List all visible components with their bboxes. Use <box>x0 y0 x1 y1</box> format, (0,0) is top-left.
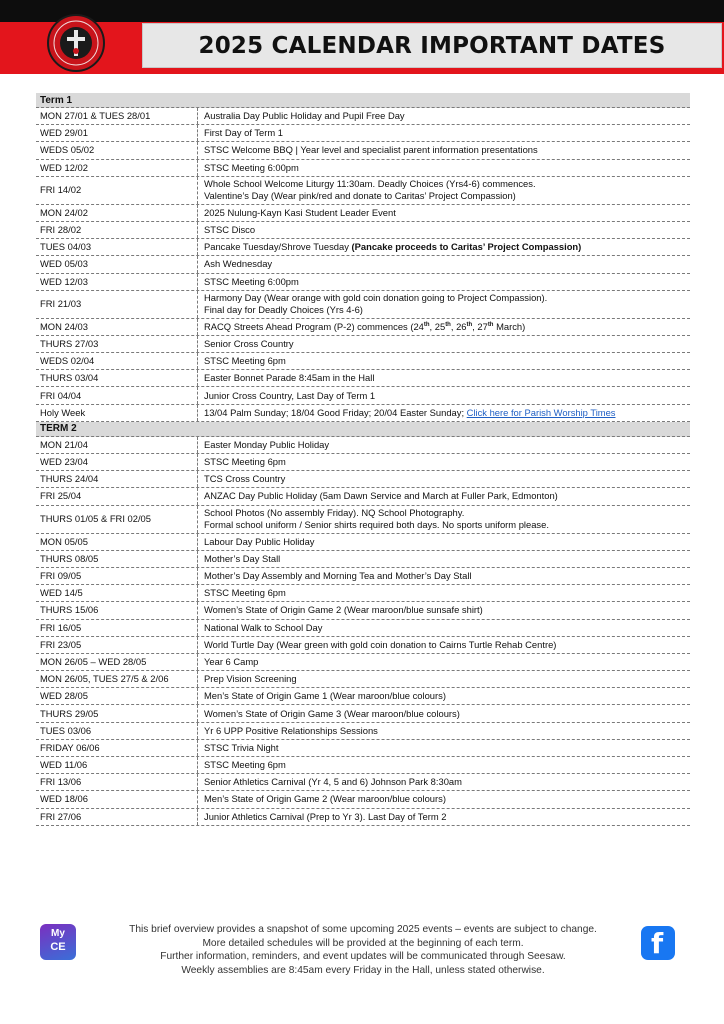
event-cell <box>198 437 690 453</box>
event-cell <box>198 387 690 403</box>
date-cell <box>36 688 198 704</box>
date-cell <box>36 256 198 272</box>
event-description <box>204 708 690 720</box>
event-cell <box>198 705 690 721</box>
event-date: FRI 23/05 <box>40 638 82 650</box>
event-description <box>204 793 690 805</box>
event-date: Holy Week <box>40 406 86 418</box>
event-text: Formal school uniform / Senior shirts required both days. No sports uniform please. <box>204 519 549 531</box>
event-date: FRI 14/02 <box>40 184 82 196</box>
date-cell <box>36 723 198 739</box>
event-description <box>204 570 690 582</box>
event-cell <box>198 177 690 204</box>
event-description <box>204 456 690 468</box>
table-row <box>36 239 690 256</box>
header-black-band <box>0 0 724 22</box>
event-description <box>204 507 690 519</box>
event-cell <box>198 654 690 670</box>
date-cell <box>36 671 198 687</box>
page-title: 2025 CALENDAR IMPORTANT DATES <box>198 32 666 59</box>
table-row <box>36 370 690 387</box>
event-description <box>204 519 690 531</box>
date-cell <box>36 160 198 176</box>
event-description <box>204 690 690 702</box>
table-row <box>36 454 690 471</box>
table-row <box>36 568 690 585</box>
event-cell <box>198 274 690 290</box>
event-date: WEDS 02/04 <box>40 355 95 367</box>
event-date: WED 29/01 <box>40 127 88 139</box>
table-row <box>36 488 690 505</box>
event-date: MON 27/01 & TUES 28/01 <box>40 110 151 122</box>
date-cell <box>36 740 198 756</box>
table-row <box>36 506 690 534</box>
event-text: STSC Meeting 6:00pm <box>204 275 299 287</box>
footer-note <box>90 923 636 977</box>
date-cell <box>36 454 198 470</box>
date-cell <box>36 757 198 773</box>
date-cell <box>36 791 198 807</box>
event-date: FRI 09/05 <box>40 570 82 582</box>
table-row <box>36 405 690 422</box>
event-text: Whole School Welcome Liturgy 11:30am. Deadly Choices (Yrs4-6) commences. <box>204 178 536 190</box>
event-cell <box>198 222 690 238</box>
event-cell <box>198 637 690 653</box>
facebook-icon[interactable] <box>641 926 675 960</box>
event-cell <box>198 506 690 533</box>
date-cell <box>36 336 198 352</box>
date-cell <box>36 291 198 318</box>
date-cell <box>36 809 198 825</box>
event-cell <box>198 602 690 618</box>
facebook-glyph: f <box>651 927 664 960</box>
table-row <box>36 620 690 637</box>
event-text: STSC Trivia Night <box>204 741 279 753</box>
event-cell <box>198 454 690 470</box>
table-row <box>36 705 690 722</box>
event-date: FRI 04/04 <box>40 389 82 401</box>
event-date: MON 24/03 <box>40 320 88 332</box>
date-cell <box>36 437 198 453</box>
table-row <box>36 108 690 125</box>
date-cell <box>36 205 198 221</box>
event-description <box>204 553 690 565</box>
event-text: Women’s State of Origin Game 2 (Wear maroon/blue sunsafe shirt) <box>204 604 483 616</box>
event-cell <box>198 142 690 158</box>
event-cell <box>198 568 690 584</box>
event-date: TUES 03/06 <box>40 724 92 736</box>
date-cell <box>36 585 198 601</box>
event-description <box>204 144 690 156</box>
event-text: Easter Bonnet Parade 8:45am in the Hall <box>204 372 375 384</box>
table-row <box>36 177 690 205</box>
event-date: THURS 08/05 <box>40 552 99 564</box>
event-description <box>204 673 690 685</box>
table-row <box>36 637 690 654</box>
event-description <box>204 338 690 350</box>
event-description <box>204 587 690 599</box>
event-text: Ash Wednesday <box>204 258 273 270</box>
event-text: Pancake Tuesday/Shrove Tuesday <box>204 241 352 253</box>
event-description <box>204 190 690 202</box>
event-text: National Walk to School Day <box>204 621 323 633</box>
event-description <box>204 258 690 270</box>
event-text: Labour Day Public Holiday <box>204 535 315 547</box>
event-date: FRI 21/03 <box>40 298 82 310</box>
date-cell <box>36 637 198 653</box>
event-text: 13/04 Palm Sunday; 18/04 Good Friday; 20/04 Easter Sunday; <box>204 406 467 418</box>
event-description <box>204 473 690 485</box>
event-cell <box>198 551 690 567</box>
event-cell <box>198 336 690 352</box>
event-description <box>204 604 690 616</box>
table-row <box>36 654 690 671</box>
date-cell <box>36 654 198 670</box>
event-date: THURS 24/04 <box>40 473 99 485</box>
event-description <box>204 292 690 304</box>
myce-label-bottom: CE <box>50 941 66 953</box>
event-description <box>204 372 690 384</box>
event-text: STSC Meeting 6pm <box>204 587 286 599</box>
event-description <box>204 439 690 451</box>
date-cell <box>36 568 198 584</box>
event-cell <box>198 471 690 487</box>
event-text: ANZAC Day Public Holiday (5am Dawn Service and March at Fuller Park, Edmonton) <box>204 490 558 502</box>
myce-app-icon[interactable] <box>40 924 76 960</box>
date-cell <box>36 488 198 504</box>
date-cell <box>36 551 198 567</box>
event-description <box>204 355 690 367</box>
event-date: THURS 03/04 <box>40 372 99 384</box>
parish-worship-link[interactable]: Click here for Parish Worship Times <box>466 406 616 418</box>
date-cell <box>36 108 198 124</box>
event-description <box>204 276 690 288</box>
event-text: First Day of Term 1 <box>204 127 284 139</box>
event-date: MON 26/05 – WED 28/05 <box>40 655 147 667</box>
event-text: STSC Meeting 6pm <box>204 355 286 367</box>
event-text: Prep Vision Screening <box>204 673 297 685</box>
event-cell <box>198 791 690 807</box>
table-row <box>36 437 690 454</box>
event-cell <box>198 256 690 272</box>
event-cell <box>198 488 690 504</box>
table-row <box>36 757 690 774</box>
myce-label-top: My <box>51 928 65 939</box>
event-description <box>204 742 690 754</box>
table-row <box>36 471 690 488</box>
term-heading: TERM 2 <box>40 423 77 435</box>
event-date: THURS 29/05 <box>40 707 99 719</box>
event-cell <box>198 405 690 421</box>
event-date: FRI 16/05 <box>40 621 82 633</box>
event-description <box>204 656 690 668</box>
table-row <box>36 353 690 370</box>
event-date: MON 24/02 <box>40 206 88 218</box>
event-date: WED 05/03 <box>40 258 88 270</box>
term-heading-row <box>36 422 690 437</box>
event-text: STSC Meeting 6pm <box>204 456 286 468</box>
table-row <box>36 551 690 568</box>
title-banner <box>142 23 722 68</box>
table-row <box>36 585 690 602</box>
table-row <box>36 205 690 222</box>
event-description <box>204 490 690 502</box>
table-row <box>36 319 690 336</box>
event-text: RACQ Streets Ahead Program (P-2) commences (24th, 25th, 26th, 27th March) <box>204 320 526 332</box>
event-cell <box>198 319 690 335</box>
date-cell <box>36 405 198 421</box>
table-row <box>36 671 690 688</box>
event-text: Australia Day Public Holiday and Pupil Free Day <box>204 110 405 122</box>
event-date: TUES 04/03 <box>40 241 92 253</box>
event-text: Yr 6 UPP Positive Relationships Sessions <box>204 724 378 736</box>
event-text: STSC Welcome BBQ | Year level and specialist parent information presentations <box>204 144 538 156</box>
footer-line: More detailed schedules will be provided at the beginning of each term. <box>202 937 524 949</box>
event-text: Mother’s Day Assembly and Morning Tea and Mother’s Day Stall <box>204 570 472 582</box>
event-cell <box>198 370 690 386</box>
event-date: THURS 27/03 <box>40 337 99 349</box>
date-cell <box>36 370 198 386</box>
date-cell <box>36 319 198 335</box>
table-row <box>36 809 690 826</box>
event-date: WEDS 05/02 <box>40 144 95 156</box>
event-date: WED 23/04 <box>40 456 88 468</box>
event-date: MON 21/04 <box>40 438 88 450</box>
event-cell <box>198 620 690 636</box>
footer-line: Further information, reminders, and event updates will be communicated through Seesaw. <box>160 951 566 962</box>
date-cell <box>36 177 198 204</box>
event-date: THURS 01/05 & FRI 02/05 <box>40 513 151 525</box>
event-text: STSC Disco <box>204 224 256 236</box>
footer-line: Weekly assemblies are 8:45am every Friday in the Hall, unless stated otherwise. <box>181 964 545 976</box>
table-row <box>36 142 690 159</box>
event-description <box>204 407 690 419</box>
table-row <box>36 387 690 404</box>
table-row <box>36 222 690 239</box>
term-heading: Term 1 <box>40 94 73 106</box>
event-cell <box>198 757 690 773</box>
event-cell <box>198 534 690 550</box>
event-text: Final day for Deadly Choices (Yrs 4-6) <box>204 304 363 316</box>
event-cell <box>198 291 690 318</box>
event-date: THURS 15/06 <box>40 604 99 616</box>
event-text: Mother’s Day Stall <box>204 552 281 564</box>
table-row <box>36 740 690 757</box>
event-text: Men’s State of Origin Game 1 (Wear maroon/blue colours) <box>204 690 446 702</box>
event-cell <box>198 125 690 141</box>
event-cell <box>198 740 690 756</box>
event-text: Senior Cross Country <box>204 337 294 349</box>
table-row <box>36 291 690 319</box>
event-text: 2025 Nulung-Kayn Kasi Student Leader Event <box>204 206 396 218</box>
table-row <box>36 723 690 740</box>
event-date: WED 18/06 <box>40 793 88 805</box>
table-row <box>36 534 690 551</box>
event-description <box>204 162 690 174</box>
event-date: FRI 25/04 <box>40 490 82 502</box>
table-row <box>36 125 690 142</box>
school-crest-icon <box>46 13 106 73</box>
date-cell <box>36 602 198 618</box>
event-description <box>204 725 690 737</box>
event-date: FRIDAY 06/06 <box>40 741 100 753</box>
event-date: MON 26/05, TUES 27/5 & 2/06 <box>40 673 169 685</box>
event-cell <box>198 160 690 176</box>
event-text: Valentine’s Day (Wear pink/red and donate to Caritas’ Project Compassion) <box>204 190 516 202</box>
date-cell <box>36 620 198 636</box>
event-description <box>204 639 690 651</box>
event-date: WED 12/03 <box>40 275 88 287</box>
footer-line: This brief overview provides a snapshot of some upcoming 2025 events – events are subject to change. <box>129 924 597 935</box>
event-cell <box>198 723 690 739</box>
table-row <box>36 602 690 619</box>
date-cell <box>36 274 198 290</box>
date-cell <box>36 387 198 403</box>
event-description <box>204 127 690 139</box>
table-row <box>36 274 690 291</box>
event-emphasis: (Pancake proceeds to Caritas’ Project Compassion) <box>351 241 582 253</box>
event-text: STSC Meeting 6pm <box>204 759 286 771</box>
event-text: World Turtle Day (Wear green with gold coin donation to Cairns Turtle Rehab Centre) <box>204 638 557 650</box>
event-date: WED 14/5 <box>40 587 83 599</box>
event-text: Junior Athletics Carnival (Prep to Yr 3). Last Day of Term 2 <box>204 810 447 822</box>
event-date: MON 05/05 <box>40 535 88 547</box>
date-cell <box>36 239 198 255</box>
event-cell <box>198 108 690 124</box>
event-description <box>204 241 690 253</box>
event-description <box>204 622 690 634</box>
event-text: School Photos (No assembly Friday). NQ School Photography. <box>204 507 465 519</box>
event-description <box>204 110 690 122</box>
event-text: Men’s State of Origin Game 2 (Wear maroon/blue colours) <box>204 793 446 805</box>
event-description <box>204 207 690 219</box>
event-text: Junior Cross Country, Last Day of Term 1 <box>204 389 376 401</box>
event-description <box>204 321 690 333</box>
event-text: Easter Monday Public Holiday <box>204 438 330 450</box>
event-date: WED 12/02 <box>40 161 88 173</box>
event-date: FRI 27/06 <box>40 810 82 822</box>
date-cell <box>36 125 198 141</box>
event-text: Women’s State of Origin Game 3 (Wear maroon/blue colours) <box>204 707 460 719</box>
date-cell <box>36 506 198 533</box>
event-date: FRI 28/02 <box>40 224 82 236</box>
event-description <box>204 178 690 190</box>
date-cell <box>36 534 198 550</box>
event-date: WED 11/06 <box>40 759 88 771</box>
event-cell <box>198 239 690 255</box>
term-heading-row <box>36 93 690 108</box>
date-cell <box>36 142 198 158</box>
event-cell <box>198 205 690 221</box>
date-cell <box>36 774 198 790</box>
event-date: FRI 13/06 <box>40 776 82 788</box>
event-description <box>204 390 690 402</box>
event-text: Year 6 Camp <box>204 655 259 667</box>
event-text: Senior Athletics Carnival (Yr 4, 5 and 6) Johnson Park 8:30am <box>204 776 462 788</box>
table-row <box>36 774 690 791</box>
event-cell <box>198 671 690 687</box>
date-cell <box>36 222 198 238</box>
event-text: TCS Cross Country <box>204 473 286 485</box>
event-cell <box>198 809 690 825</box>
calendar-table <box>36 93 690 826</box>
event-description <box>204 776 690 788</box>
table-row <box>36 160 690 177</box>
event-text: STSC Meeting 6:00pm <box>204 161 299 173</box>
date-cell <box>36 705 198 721</box>
event-description <box>204 304 690 316</box>
date-cell <box>36 353 198 369</box>
table-row <box>36 688 690 705</box>
event-cell <box>198 585 690 601</box>
event-date: WED 28/05 <box>40 690 88 702</box>
event-cell <box>198 688 690 704</box>
table-row <box>36 256 690 273</box>
table-row <box>36 791 690 808</box>
event-description <box>204 811 690 823</box>
event-cell <box>198 774 690 790</box>
event-text: Harmony Day (Wear orange with gold coin donation going to Project Compassion). <box>204 292 548 304</box>
event-description <box>204 759 690 771</box>
event-description <box>204 536 690 548</box>
table-row <box>36 336 690 353</box>
date-cell <box>36 471 198 487</box>
event-description <box>204 224 690 236</box>
event-cell <box>198 353 690 369</box>
